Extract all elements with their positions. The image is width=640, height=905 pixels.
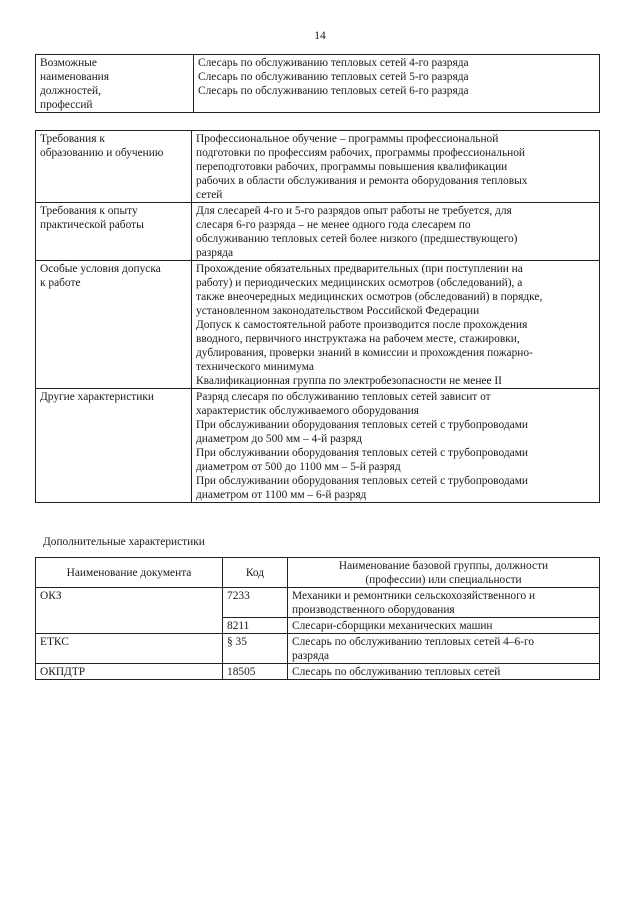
label-line: Возможные xyxy=(40,57,97,69)
table-row xyxy=(36,664,600,680)
admission-text xyxy=(192,261,600,389)
okz-doc: ОКЗ xyxy=(36,588,223,634)
education-text xyxy=(192,131,600,203)
table-row xyxy=(36,389,600,503)
text-line: вводного, первичного инструктажа на рабочем месте, стажировки, xyxy=(196,333,520,345)
table-row xyxy=(36,55,600,113)
text-line: подготовки по профессиям рабочих, программы профессиональной xyxy=(196,147,526,159)
text-line: Слесари-сборщики механических машин xyxy=(292,620,493,632)
text-line: Для слесарей 4-го и 5-го разрядов опыт работы не требуется, для xyxy=(196,205,512,217)
position-item: Слесарь по обслуживанию тепловых сетей 6-го разряда xyxy=(198,85,469,97)
okpdtr-doc: ОКПДТР xyxy=(36,664,223,680)
experience-label xyxy=(36,203,192,261)
position-item: Слесарь по обслуживанию тепловых сетей 5-го разряда xyxy=(198,71,469,83)
label-line: наименования xyxy=(40,71,110,83)
table-row xyxy=(36,634,600,664)
extra-characteristics-table xyxy=(35,557,600,680)
header-line: Наименование базовой группы, должности xyxy=(338,560,549,572)
text-line: При обслуживании оборудования тепловых сетей с трубопроводами xyxy=(196,475,529,487)
label-line: Особые условия допуска xyxy=(40,263,161,275)
text-line: диаметром от 500 до 1100 мм – 5-й разряд xyxy=(196,461,401,473)
label-line: Другие характеристики xyxy=(40,391,155,403)
text-line: переподготовки рабочих, программы повышения квалификации xyxy=(196,161,508,173)
text-line: Допуск к самостоятельной работе производится после прохождения xyxy=(196,319,528,331)
text-line: При обслуживании оборудования тепловых сетей с трубопроводами xyxy=(196,419,529,431)
text-line: Квалификационная группа по электробезопасности не менее II xyxy=(196,375,502,387)
position-item: Слесарь по обслуживанию тепловых сетей 4-го разряда xyxy=(198,57,469,69)
text-line: также внеочередных медицинских осмотров (обследований) в порядке, xyxy=(196,291,543,303)
okz-name xyxy=(288,588,600,618)
okpdtr-code: 18505 xyxy=(223,664,288,680)
text-line: Слесарь по обслуживанию тепловых сетей 4–6-го xyxy=(292,636,535,648)
etks-code: § 35 xyxy=(223,634,288,664)
text-line: дублирования, проверки знаний в комиссии и прохождения пожарно- xyxy=(196,347,533,359)
text-line: диаметром до 500 мм – 4-й разряд xyxy=(196,433,363,445)
positions-list xyxy=(194,55,600,113)
requirements-table xyxy=(35,130,600,503)
header-doc: Наименование документа xyxy=(36,558,223,588)
text-line: сетей xyxy=(196,189,223,201)
other-text xyxy=(192,389,600,503)
table-row xyxy=(36,203,600,261)
okz-name xyxy=(288,618,600,634)
etks-doc: ЕТКС xyxy=(36,634,223,664)
text-line: Разряд слесаря по обслуживанию тепловых сетей зависит от xyxy=(196,391,491,403)
table-row xyxy=(36,588,600,618)
okz-code: 7233 xyxy=(223,588,288,618)
text-line: производственного оборудования xyxy=(292,604,455,616)
text-line: рабочих в области обслуживания и ремонта оборудования тепловых xyxy=(196,175,528,187)
label-line: практической работы xyxy=(40,219,144,231)
text-line: слесаря 6-го разряда – не менее одного года слесарем по xyxy=(196,219,471,231)
text-line: работу) и периодических медицинских осмотров (обследований), а xyxy=(196,277,523,289)
label-line: образованию и обучению xyxy=(40,147,164,159)
header-code: Код xyxy=(223,558,288,588)
header-name xyxy=(288,558,600,588)
text-line: установленном законодательством Российской Федерации xyxy=(196,305,480,317)
okz-code: 8211 xyxy=(223,618,288,634)
etks-name xyxy=(288,634,600,664)
table-row xyxy=(36,261,600,389)
experience-text xyxy=(192,203,600,261)
positions-label xyxy=(36,55,194,113)
text-line: Профессиональное обучение – программы профессиональной xyxy=(196,133,499,145)
label-line: Требования к опыту xyxy=(40,205,138,217)
text-line: характеристик обслуживаемого оборудования xyxy=(196,405,419,417)
text-line: обслуживанию тепловых сетей более низкого (предшествующего) xyxy=(196,233,518,245)
text-line: разряда xyxy=(196,247,234,259)
text-line: технического минимума xyxy=(196,361,314,373)
text-line: разряда xyxy=(292,650,330,662)
text-line: диаметром от 1100 мм – 6-й разряд xyxy=(196,489,367,501)
text-line: Слесарь по обслуживанию тепловых сетей xyxy=(292,666,501,678)
table-row xyxy=(36,131,600,203)
extra-characteristics-title: Дополнительные характеристики xyxy=(43,536,205,548)
education-label xyxy=(36,131,192,203)
table-header-row xyxy=(36,558,600,588)
okpdtr-name xyxy=(288,664,600,680)
text-line: При обслуживании оборудования тепловых сетей с трубопроводами xyxy=(196,447,529,459)
label-line: профессий xyxy=(40,99,93,111)
other-label xyxy=(36,389,192,503)
label-line: к работе xyxy=(40,277,81,289)
text-line: Прохождение обязательных предварительных (при поступлении на xyxy=(196,263,523,275)
text-line: Механики и ремонтники сельскохозяйственного и xyxy=(292,590,536,602)
page-number: 14 xyxy=(314,30,326,42)
label-line: Требования к xyxy=(40,133,105,145)
label-line: должностей, xyxy=(40,85,102,97)
positions-table xyxy=(35,54,600,113)
header-line: (профессии) или специальности xyxy=(365,574,522,586)
admission-label xyxy=(36,261,192,389)
